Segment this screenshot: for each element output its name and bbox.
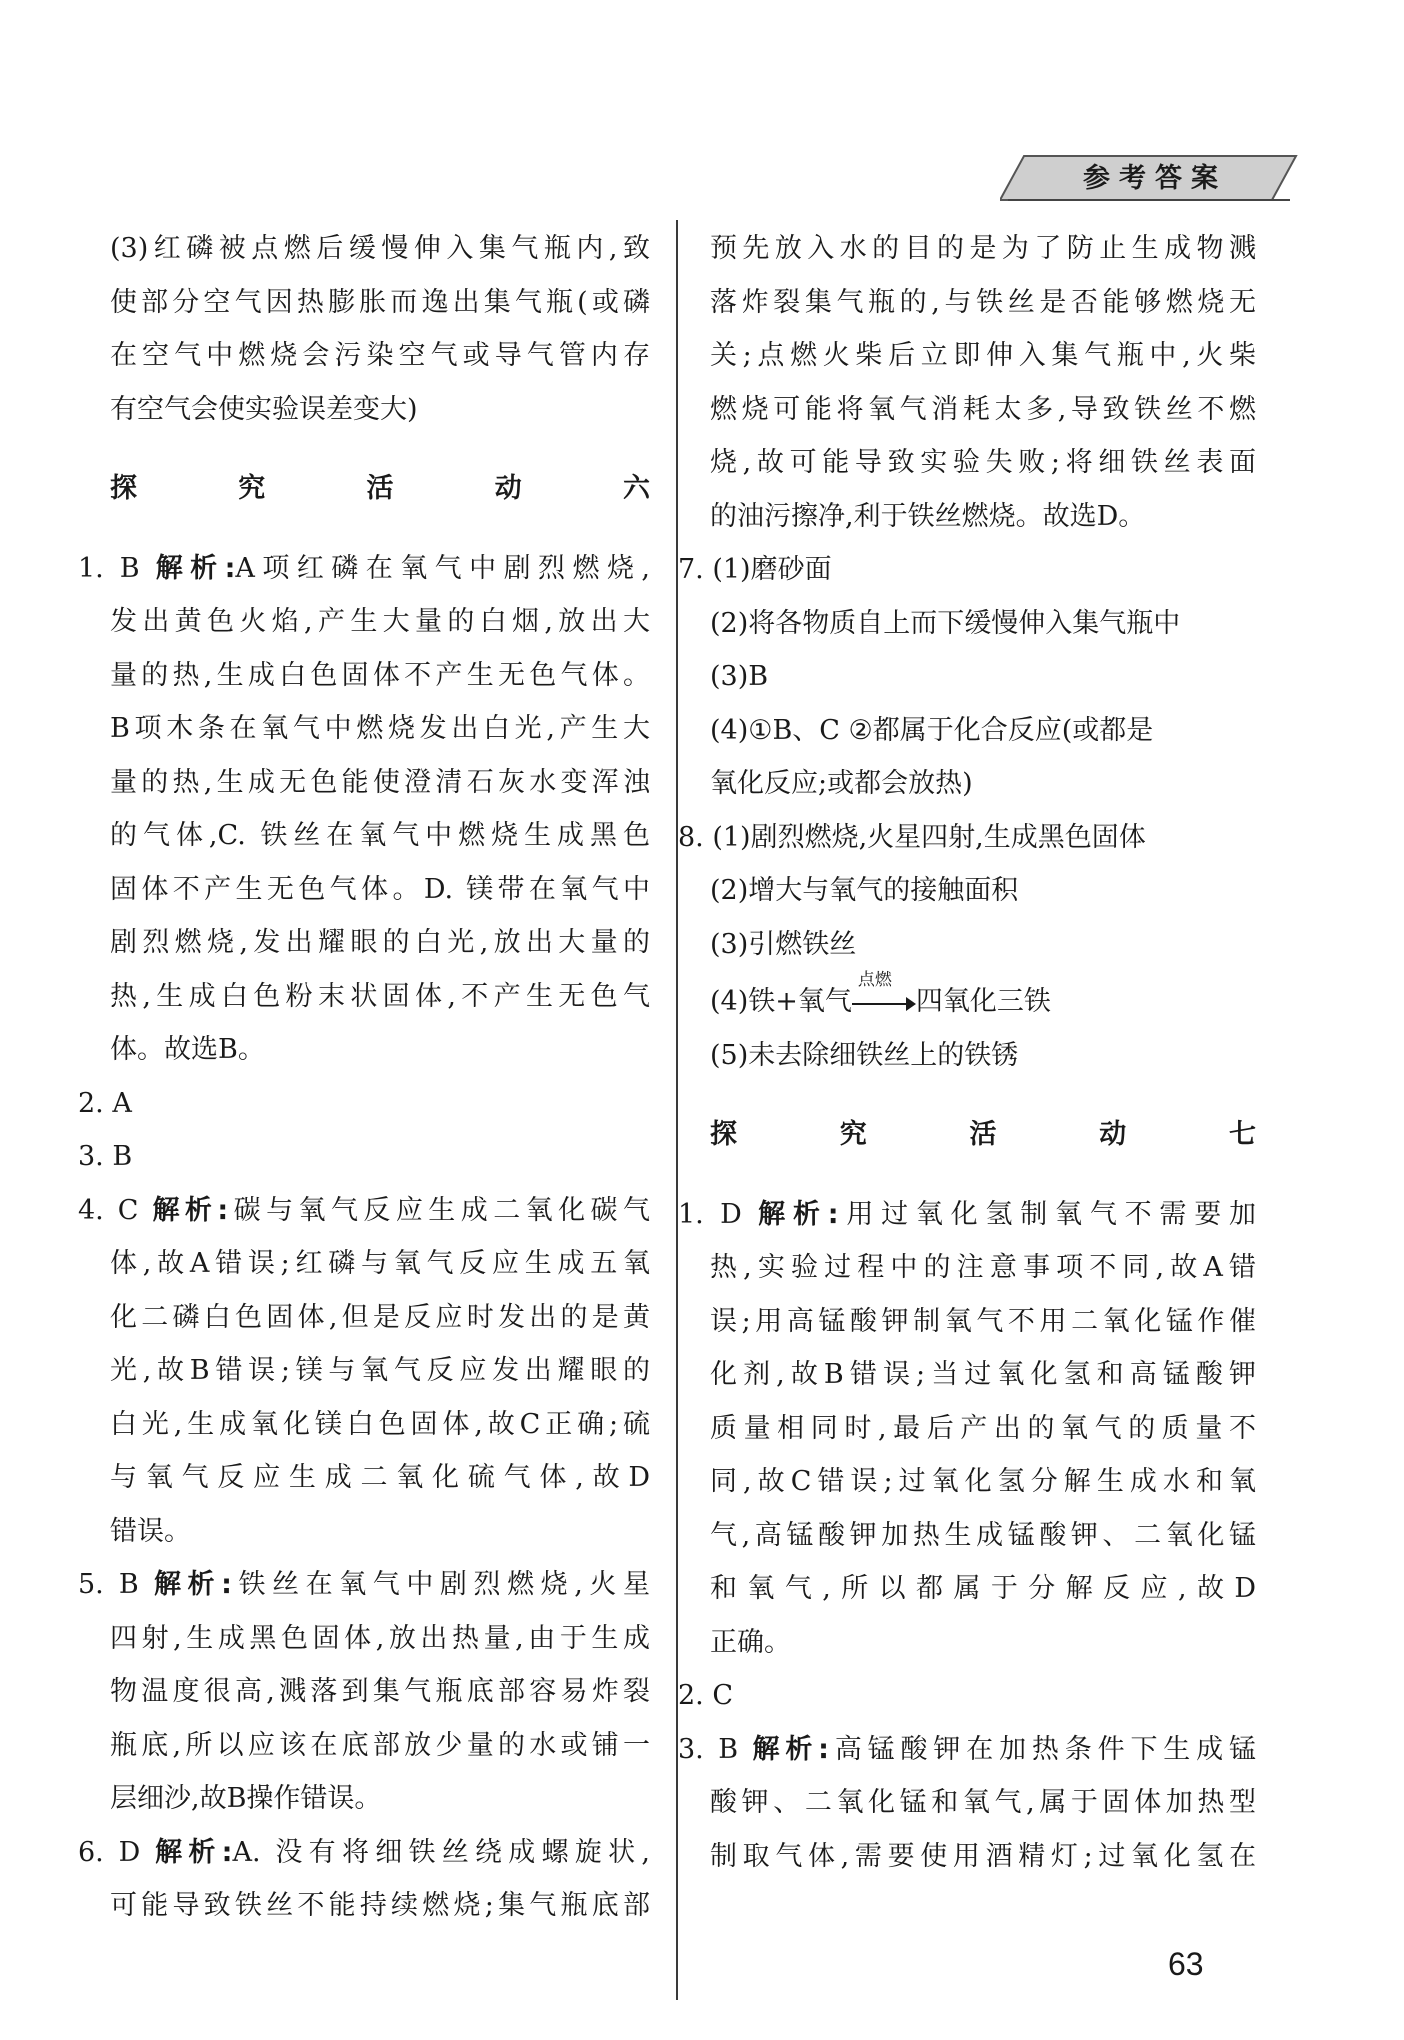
text-line: B项木条在氧气中燃烧发出白光,产生大 [110,713,650,744]
answer-text: A. 没有将细铁丝绕成螺旋状, [232,1836,650,1868]
text-line: 光,故B错误;镁与氧气反应发出耀眼的 [110,1355,650,1386]
text-line: 体。故选B。 [110,1034,265,1065]
text-line: 热,生成白色粉末状固体,不产生无色气 [110,980,650,1012]
answer-2: 2. C [678,1680,734,1711]
text-line: 在空气中燃烧会污染空气或导气管内存 [110,340,650,371]
text-line: 酸钾、二氧化锰和氧气,属于固体加热型 [710,1787,1256,1818]
answer-number: 4. C [78,1194,139,1226]
text-line: (3)红磷被点燃后缓慢伸入集气瓶内,致 [110,233,650,264]
answer-number: 5. B [78,1569,139,1600]
answer-3 [678,1723,1256,1777]
text-line: 剧烈燃烧,发出耀眼的白光,放出大量的 [110,927,650,958]
answer-5 [78,1558,650,1612]
banner-title: 参考答案 [1083,163,1227,194]
text-line: 正确。 [710,1626,791,1658]
text-line: 预先放入水的目的是为了防止生成物溅 [710,233,1256,264]
answer-text: A项红磷在氧气中剧烈燃烧, [235,552,650,584]
answer-6 [78,1826,650,1880]
left-column [78,222,650,1933]
answer-number: 3. B [678,1733,739,1765]
text-line: 气,高锰酸钾加热生成锰酸钾、二氧化锰 [710,1519,1256,1551]
section-heading-7: 探究活动七 [710,1119,1256,1150]
answer-8-part-3: (3)引燃铁丝 [710,928,857,960]
text-line: 化二磷白色固体,但是反应时发出的是黄 [110,1301,650,1333]
text-line: 体,故A错误;红磷与氧气反应生成五氧 [110,1248,650,1279]
equation-product: 四氧化三铁 [915,986,1051,1017]
text-line: 烧,故可能导致实验失败;将细铁丝表面 [710,447,1256,478]
answer-7-part-3: (3)B [710,661,769,692]
analysis-label: 解析: [752,1733,829,1765]
answer-number: 6. D [78,1836,141,1868]
section-heading-6: 探究活动六 [110,473,650,504]
text-line: 量的热,生成无色能使澄清石灰水变浑浊 [110,766,650,798]
text-line: 燃烧可能将氧气消耗太多,导致铁丝不燃 [710,393,1256,425]
analysis-label: 解析: [758,1198,839,1230]
equation-reactants: (4)铁+氧气 [710,986,852,1017]
text-line: 发出黄色火焰,产生大量的白烟,放出大 [110,606,650,637]
text-line: 制取气体,需要使用酒精灯;过氧化氢在 [710,1840,1256,1872]
answer-text: 高锰酸钾在加热条件下生成锰 [828,1733,1257,1765]
analysis-label: 解析: [155,552,236,584]
analysis-label: 解析: [155,1836,233,1868]
reaction-arrow [852,969,916,1013]
reaction-condition: 点燃 [857,969,892,990]
text-line: 错误。 [110,1515,191,1547]
text-line: 瓶底,所以应该在底部放少量的水或铺一 [110,1729,650,1761]
answer-7-part-1: 7. (1)磨砂面 [678,554,832,585]
text-line: 四射,生成黑色固体,放出热量,由于生成 [110,1622,650,1654]
text-line: 使部分空气因热膨胀而逸出集气瓶(或磷 [110,286,650,318]
analysis-label: 解析: [153,1569,232,1600]
text-line: 与氧气反应生成二氧化硫气体,故D [110,1462,650,1493]
answer-text: 用过氧化氢制氧气不需要加 [838,1198,1256,1230]
text-line: 的气体,C. 铁丝在氧气中燃烧生成黑色 [110,820,650,851]
text-line: 层细沙,故B操作错误。 [110,1783,382,1814]
answer-1 [78,542,650,596]
answer-8-part-1: 8. (1)剧烈燃烧,火星四射,生成黑色固体 [678,821,1146,853]
text-line: 和氧气,所以都属于分解反应,故D [710,1573,1256,1604]
text-line: 量的热,生成白色固体不产生无色气体。 [110,659,650,691]
text-line: 白光,生成氧化镁白色固体,故C正确;硫 [110,1408,650,1440]
text-line: 误;用高锰酸钾制氧气不用二氧化锰作催 [710,1305,1256,1337]
answer-number: 1. D [678,1198,742,1230]
answer-4 [78,1184,650,1238]
text-line: 落炸裂集气瓶的,与铁丝是否能够燃烧无 [710,286,1256,318]
answer-text: 碳与氧气反应生成二氧化碳气 [228,1194,650,1226]
answer-7-part-4: (4)①B、C ②都属于化合反应(或都是 [710,714,1154,746]
text-line: 物温度很高,溅落到集气瓶底部容易炸裂 [110,1676,650,1707]
text-line: 质量相同时,最后产出的氧气的质量不 [710,1412,1256,1444]
answer-7-part-4-cont: 氧化反应;或都会放热) [710,768,973,799]
answer-1 [678,1188,1256,1242]
text-line: 固体不产生无色气体。D. 镁带在氧气中 [110,873,650,905]
answer-7-part-2: (2)将各物质自上而下缓慢伸入集气瓶中 [710,607,1181,639]
answer-8-part-2: (2)增大与氧气的接触面积 [710,875,1019,906]
reaction-equation [710,969,1256,1029]
text-line: 有空气会使实验误差变大) [110,393,418,425]
answer-key-banner [1000,150,1300,202]
text-line: 同,故C错误;过氧化氢分解生成水和氧 [710,1466,1256,1497]
answer-8-part-5: (5)未去除细铁丝上的铁锈 [710,1039,1019,1071]
right-column [678,222,1257,1883]
answer-text: 铁丝在氧气中剧烈燃烧,火星 [231,1569,650,1600]
analysis-label: 解析: [152,1194,229,1226]
text-line: 热,实验过程中的注意事项不同,故A错 [710,1252,1256,1283]
page-number: 63 [1168,1946,1204,1982]
text-line: 可能导致铁丝不能持续燃烧;集气瓶底部 [110,1890,650,1921]
text-line: 关;点燃火柴后立即伸入集气瓶中,火柴 [710,340,1256,371]
text-line: 化剂,故B错误;当过氧化氢和高锰酸钾 [710,1359,1256,1390]
answer-3: 3. B [78,1141,133,1172]
text-line: 的油污擦净,利于铁丝燃烧。故选D。 [710,500,1146,532]
answer-number: 1. B [78,552,140,584]
answer-2: 2. A [78,1087,132,1119]
